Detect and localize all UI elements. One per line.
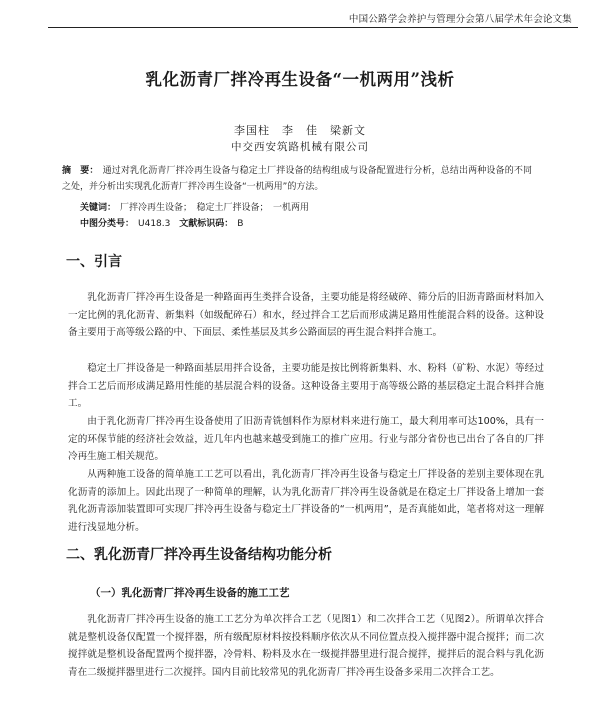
- classification: [80, 216, 243, 229]
- header-rule: [48, 27, 578, 28]
- authors: 李国柱 李 佳 梁新文: [234, 124, 366, 137]
- classification-code: U418.3: [138, 219, 171, 229]
- paragraph: 稳定土厂拌设备是一种路面基层用拌合设备，主要功能是按比例将新集料、水、粉料（矿粉、水泥）等经过拌合工艺后而形成满足路用性能的基层混合料的设备。这种设备主要用于高等级公路的基层稳定土混合料拌合施工。: [68, 363, 544, 410]
- subsection-heading: （一）乳化沥青厂拌冷再生设备的施工工艺: [90, 587, 290, 599]
- keywords: [80, 200, 309, 213]
- abstract-label: 摘 要：: [62, 166, 99, 176]
- paper-title: 乳化沥青厂拌冷再生设备“一机两用”浅析: [145, 70, 455, 89]
- keywords-label: 关键词：: [80, 203, 117, 213]
- paragraph: 乳化沥青厂拌冷再生设备的施工工艺分为单次拌合工艺（见图1）和二次拌合工艺（见图2）。所谓单次拌合就是整机设备仅配置一个搅拌器，所有级配原材料按投料顺序依次从不同位置点投入搅拌器中混合搅拌；而二次搅拌就是整机设备配置两个搅拌器，冷骨料、粉料及水在一级搅拌器里进行混合搅拌，搅拌后的混合料与乳化沥青在二级搅拌器里进行二次搅拌。国内目前比较常见的乳化沥青厂拌冷再生设备多采用二次拌合工艺。: [68, 614, 544, 679]
- keywords-text: 厂拌冷再生设备； 稳定土厂拌设备； 一机两用: [120, 203, 310, 213]
- doc-code: B: [237, 219, 244, 229]
- section-heading-intro: 一、引言: [66, 254, 122, 270]
- abstract-text: 通过对乳化沥青厂拌冷再生设备与稳定土厂拌设备的结构组成与设备配置进行分析，总结出两种设备的不同之处，并分析出实现乳化沥青厂拌冷再生设备“一机两用”的方法。: [62, 166, 532, 192]
- abstract: [62, 163, 532, 195]
- paragraph: 由于乳化沥青厂拌冷再生设备使用了旧沥青铣刨料作为原材料来进行施工，最大利用率可达100%，具有一定的环保节能的经济社会效益，近几年内也越来越受到施工的推广应用。行业与部分省份也已出台了各自的厂拌冷再生施工相关规范。: [68, 416, 544, 463]
- paragraph: 从两种施工设备的简单施工工艺可以看出，乳化沥青厂拌冷再生设备与稳定土厂拌设备的差别主要体现在乳化沥青的添加上。因此出现了一种简单的理解，认为乳化沥青厂拌冷再生设备就是在稳定土厂拌设备上增加一套乳化沥青添加装置即可实现厂拌冷再生设备与稳定土厂拌设备的“一机两用”，是否真能如此，笔者将对这一理解进行浅显地分析。: [68, 469, 544, 534]
- affiliation: 中交西安筑路机械有限公司: [231, 141, 369, 153]
- running-header: 中国公路学会养护与管理分会第八届学术年会论文集: [348, 14, 572, 25]
- doc-code-label: 文献标识码：: [179, 219, 234, 229]
- section-heading-structure: 二、乳化沥青厂拌冷再生设备结构功能分析: [66, 547, 332, 563]
- paragraph: 乳化沥青厂拌冷再生设备是一种路面再生类拌合设备，主要功能是将经破碎、筛分后的旧沥青路面材料加入一定比例的乳化沥青、新集料（如级配碎石）和水，经过拌合工艺后而形成满足路用性能混合料的设备。这种设备主要用于高等级公路的中、下面层、柔性基层及其乡公路面层的再生混合料拌合施工。: [68, 292, 544, 339]
- classification-label: 中图分类号：: [80, 219, 135, 229]
